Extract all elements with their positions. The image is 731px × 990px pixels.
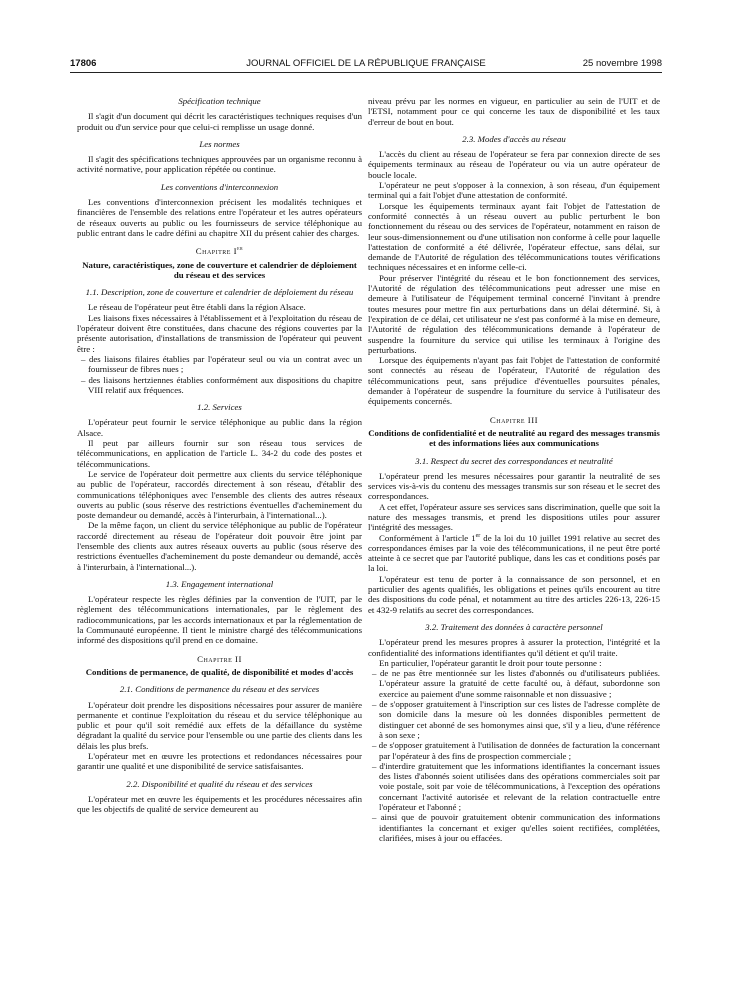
paragraph: L'accès du client au réseau de l'opérateur se fera par connexion directe de ses équipements terminaux au réseau de l'opérateur ou via un autre opérateur de boucle locale.: [368, 149, 660, 180]
paragraph: Pour préserver l'intégrité du réseau et le bon fonctionnement des services, l'Autorité de régulation des télécommunications peut adresser une mise en demeure à l'utilisateur de l'équipement terminal concerné l'invitant à prendre toutes mesures pour mettre fin aux perturbations dans un délai déterminé. Si, à l'expiration de ce délai, cet utilisateur ne s'est pas conformé à la mise en demeure, l'Autorité de régulation des télécommunications demande à l'opérateur de suspendre la fourniture du service qui utilise les terminaux à l'origine des perturbations.: [368, 272, 660, 355]
section-title: 3.1. Respect du secret des correspondances et neutralité: [415, 455, 613, 466]
paragraph: Lorsque les équipements terminaux ayant fait l'objet de l'attestation de conformité connectés à un réseau ouvert au public perturbent le bon fonctionnement du réseau ou des services de l'opérateur, notamment en raison de leur sous-dimensionnement ou d'une utilisation non conforme à celle pour laquelle l'attestation de conformité a été délivrée, l'opérateur effectue, sans délai, sur demande de l'Autorité de régulation des télécommunications toutes vérifications techniques nécessaires et en informe celle-ci.: [368, 200, 660, 273]
list-item: – de s'opposer gratuitement à l'inscription sur ces listes de l'adresse complète de son domicile dans la mesure où les données disponibles permettent de distinguer cet abonné de ses homonymes ainsi que, s'il y a lieu, d'une référence à son sexe ;: [368, 699, 660, 740]
chapter-label: Chapitre III: [489, 414, 539, 425]
paragraph: Il peut par ailleurs fournir sur son réseau tous services de télécommunications, en application de l'article L. 34-2 du code des postes et télécommunications.: [77, 438, 362, 469]
list-item: – des liaisons hertziennes établies conformément aux dispositions du chapitre VIII relatif aux fréquences.: [77, 375, 362, 396]
section-title: 1.2. Services: [197, 402, 242, 413]
paragraph: L'opérateur est tenu de porter à la connaissance de son personnel, et en particulier des agents qualifiés, les obligations et peines qu'ils encourent au titre des dispositions du code pénal, et notamment au titre des articles 226-13, 226-15 et 432-9 relatifs au secret des correspondances.: [368, 573, 660, 615]
right-column: [368, 96, 660, 843]
paragraph: A cet effet, l'opérateur assure ses services sans discrimination, quelle que soit la nature des messages transmis, et prend les dispositions utiles pour assurer l'intégrité des messages.: [368, 501, 660, 533]
paragraph: L'opérateur prend les mesures propres à assurer la protection, l'intégrité et la confidentialité des informations identifiantes qu'il détient et qu'il traite.: [368, 637, 660, 658]
paragraph: Les liaisons fixes nécessaires à l'établissement et à l'exploitation du réseau de l'opérateur doivent être constituées, dans chacune des régions couvertes par la présente autorisation, d'installations de transmission de l'opérateur qui peuvent être :: [77, 312, 362, 354]
paragraph: Conformément à l'article 1er de la loi du 10 juillet 1991 relative au secret des correspondances émises par la voie des télécommunications, il ne peut être porté atteinte à ce secret que par l'autorité publique, dans les cas et conditions posés par la loi.: [368, 532, 660, 574]
left-column: [77, 96, 362, 815]
paragraph: De la même façon, un client du service téléphonique au public de l'opérateur raccordé directement au réseau de l'opérateur doit pouvoir être joint par l'ensemble des clients aux autres réseaux ouverts au public (sous réserve des restrictions éventuelles d'acheminement du poste demandeur ou demandé, accès à l'interurbain, à l'international...).: [77, 520, 362, 572]
list-item: – de s'opposer gratuitement à l'utilisation de données de facturation la concernant par l'opérateur à des fins de prospection commerciale ;: [368, 740, 660, 761]
paragraph: L'opérateur doit prendre les dispositions nécessaires pour assurer de manière permanente et continue l'exploitation du réseau et du service téléphonique au public et pour qu'il soit remédié aux effets de la défaillance du système dégradant la qualité du service pour l'ensemble ou une partie des clients dans les délais les plus brefs.: [77, 699, 362, 751]
paragraph: niveau prévu par les normes en vigueur, en particulier au sein de l'UIT et de l'ETSI, notamment pour ce qui concerne les taux de disponibilité et les taux d'erreur de bout en bout.: [368, 96, 660, 127]
paragraph: Lorsque des équipements n'ayant pas fait l'objet de l'attestation de conformité sont connectés au réseau de l'opérateur, l'Autorité de régulation des télécommunications peut, sans préjudice d'éventuelles poursuites pénales, demander à l'opérateur de suspendre la fourniture du service à l'utilisateur des équipements concernés.: [368, 355, 660, 407]
paragraph: L'opérateur met en œuvre les protections et redondances nécessaires pour garantir une qualité et une disponibilité de service satisfaisantes.: [77, 751, 362, 772]
section-title: 1.3. Engagement international: [165, 578, 274, 589]
header-rule: [70, 72, 662, 73]
page-header: [70, 58, 662, 72]
section-title: Les conventions d'interconnexion: [160, 181, 279, 192]
paragraph: Il s'agit d'un document qui décrit les caractéristiques techniques requises d'un produit ou d'un service pour que celui-ci remplisse un usage donné.: [77, 111, 362, 132]
section-title: 2.1. Conditions de permanence du réseau et des services: [119, 684, 320, 695]
paragraph: L'opérateur peut fournir le service téléphonique au public dans la région Alsace.: [77, 417, 362, 438]
chapter-title: Nature, caractéristiques, zone de couverture et calendrier de déploiement du réseau et des services: [82, 259, 357, 280]
section-title: Spécification technique: [178, 96, 261, 106]
section-title: 2.2. Disponibilité et qualité du réseau et des services: [126, 778, 313, 789]
list-item: – d'interdire gratuitement que les informations identifiantes la concernant issues des listes d'abonnés soient utilisées dans des opérations commerciales soit par voie postale, soit par voie de télécommunications, à l'exception des opérations concernant l'activité autorisée et relevant de la relation contractuelle entre l'opérateur et l'abonné ;: [368, 761, 660, 812]
paragraph: En particulier, l'opérateur garantit le droit pour toute personne :: [379, 657, 602, 668]
journal-title: JOURNAL OFFICIEL DE LA RÉPUBLIQUE FRANÇAISE: [246, 58, 486, 69]
bullet-list: [77, 354, 362, 395]
paragraph: L'opérateur ne peut s'opposer à la connexion, à son réseau, d'un équipement terminal qui a fait l'objet d'une attestation de conformité.: [368, 180, 660, 201]
list-item: – des liaisons filaires établies par l'opérateur seul ou via un contrat avec un fournisseur de fibres nues ;: [77, 354, 362, 375]
chapter-label: Chapitre II: [197, 653, 242, 664]
chapter-label: Chapitre Ier: [195, 246, 244, 257]
chapter-title: Conditions de confidentialité et de neutralité au regard des messages transmis et des informations liées aux communications: [368, 427, 660, 449]
list-item: – de ne pas être mentionnée sur les listes d'abonnés ou d'utilisateurs publiées. L'opérateur assure la gratuité de cette faculté ou, à défaut, subordonne son exercice au paiement d'une somme raisonnable et non dissuasive ;: [368, 668, 660, 699]
page-number: 17806: [70, 58, 97, 69]
paragraph: L'opérateur respecte les règles définies par la convention de l'UIT, par le règlement des télécommunications internationales, par le règlement des radiocommunications, par les accords internationaux et par la réglementation de la Communauté européenne. Il tient le ministre chargé des télécommunications informé des dispositions qu'il prend en ce domaine.: [77, 594, 362, 646]
paragraph: Le service de l'opérateur doit permettre aux clients du service téléphonique au public de l'opérateur, raccordés directement à son réseau, d'établir des communications téléphoniques avec l'ensemble des clients des autres réseaux ouverts au public (sous réserve des restrictions éventuelles d'acheminement du poste demandeur ou demandé, accès à l'interurbain, à l'international...).: [77, 468, 362, 521]
section-title: 3.2. Traitement des données à caractère personnel: [425, 621, 603, 632]
paragraph: Il s'agit des spécifications techniques approuvées par un organisme reconnu à activité normative, pour application répétée ou continue.: [77, 154, 362, 175]
issue-date: 25 novembre 1998: [582, 58, 662, 69]
paragraph: Le réseau de l'opérateur peut être établi dans la région Alsace.: [88, 302, 306, 313]
section-title: 1.1. Description, zone de couverture et calendrier de déploiement du réseau: [85, 287, 354, 298]
paragraph: L'opérateur met en œuvre les équipements et les procédures nécessaires afin que les objectifs de qualité de service demeurent au: [77, 793, 362, 815]
chapter-title: Conditions de permanence, de qualité, de disponibilité et modes d'accès: [85, 666, 354, 677]
list-item: – ainsi que de pouvoir gratuitement obtenir communication des informations identifiantes la concernant et exiger qu'elles soient rectifiées, complétées, clarifiées, mises à jour ou effacées.: [368, 812, 660, 843]
paragraph: Les conventions d'interconnexion précisent les modalités techniques et financières de l'ensemble des relations entre l'opérateur et les autres opérateurs de réseaux ouverts au public ou les fournisseurs de service téléphonique au public entrant dans le cadre défini au chapitre XII du présent cahier des charges.: [77, 197, 362, 238]
section-title: Les normes: [199, 138, 240, 149]
section-title: 2.3. Modes d'accès au réseau: [462, 133, 566, 144]
paragraph: L'opérateur prend les mesures nécessaires pour garantir la neutralité de ses services vis-à-vis du contenu des messages transmis sur son réseau et le secret des correspondances.: [368, 470, 660, 502]
bullet-list: [368, 668, 660, 843]
